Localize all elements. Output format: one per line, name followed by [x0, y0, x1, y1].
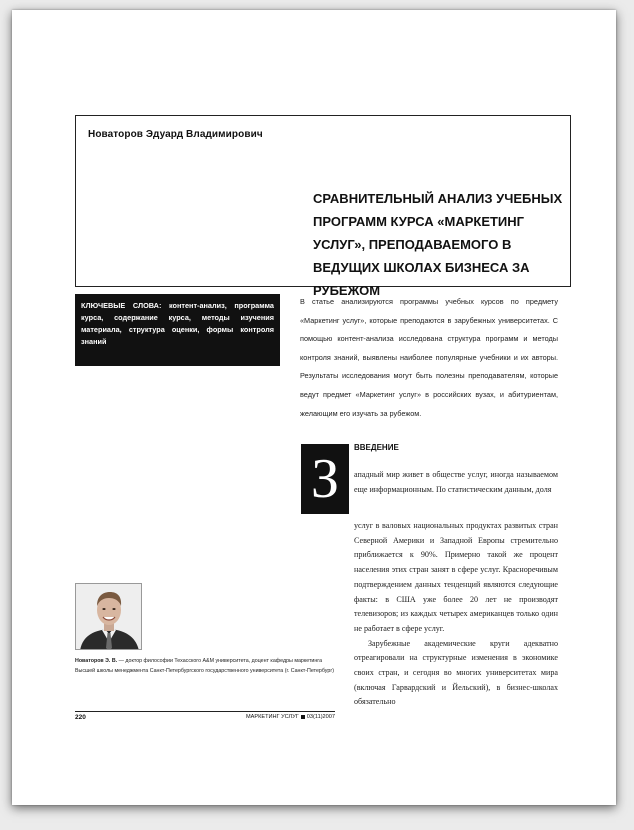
caption-text: — доктор философии Техасского A&M университета, доцент кафедры маркетинга Высшей школы менеджмента Санкт-Петербургского государственного университета (г. Санкт-Петербург) [75, 658, 335, 674]
caption-author-name: Новаторов Э. В. [75, 658, 118, 664]
author-photo [75, 583, 142, 650]
page-number: 220 [75, 714, 86, 721]
author-name: Новаторов Эдуард Владимирович [88, 129, 263, 140]
section-heading: ВВЕДЕНИЕ [354, 443, 399, 452]
footer-divider [75, 711, 335, 712]
journal-footer [246, 714, 335, 720]
body-text [354, 519, 558, 710]
author-caption [75, 656, 335, 676]
square-bullet-icon [301, 715, 305, 719]
body-paragraph-2: Зарубежные академические круги адекватно отреагировали на структурные изменения в экономике своих стран, и сегодня во многих университетах мира (включая Гарвардский и Йельский), в бизнес-школах обязательно [354, 638, 558, 707]
body-paragraph-1: услуг в валовых национальных продуктах развитых стран Северной Америки и Западной Европы стремительно приближается к 90%. Примерно такой же процент населения этих стран занят в сфере услуг. Красноречивым подтверждением данных тенденций являются следующие факты: в США уже более 20 лет не производят телевизоров; из каждых четырех американцев только один не работает в сфере услуг. [354, 521, 558, 633]
journal-name: МАРКЕТИНГ УСЛУГ [245, 714, 299, 720]
drop-cap: З [301, 444, 349, 514]
abstract: В статье анализируются программы учебных курсов по предмету «Маркетинг услуг», которые преподаются в зарубежных университетах. С помощью контент-анализа исследована структура программ и методы контроля знаний, выявлены наиболее популярные учебники и их авторы. Результаты исследования могут быть полезны преподавателям, которые ведут предмет «Маркетинг услуг» в российских вузах, и абитуриентам, желающим его изучать за рубежом. [300, 297, 558, 418]
author-portrait-image [76, 584, 142, 650]
article-header-box [75, 115, 571, 298]
journal-issue: 03(11)2007 [306, 714, 335, 720]
article-title: СРАВНИТЕЛЬНЫЙ АНАЛИЗ УЧЕБНЫХ ПРОГРАММ КУРСА «МАРКЕТИНГ УСЛУГ», ПРЕПОДАВАЕМОГО В ВЕДУЩИХ ШКОЛАХ БИЗНЕСА ЗА РУБЕЖОМ [313, 191, 563, 298]
body-text-first-lines: ападный мир живет в обществе услуг, иногда называемом еще информационным. По статистическим данным, доля [354, 470, 558, 494]
keywords-box: КЛЮЧЕВЫЕ СЛОВА: контент-анализ, программа курса, содержание курса, методы изучения материала, структура оценки, формы контроля знаний [75, 294, 280, 366]
